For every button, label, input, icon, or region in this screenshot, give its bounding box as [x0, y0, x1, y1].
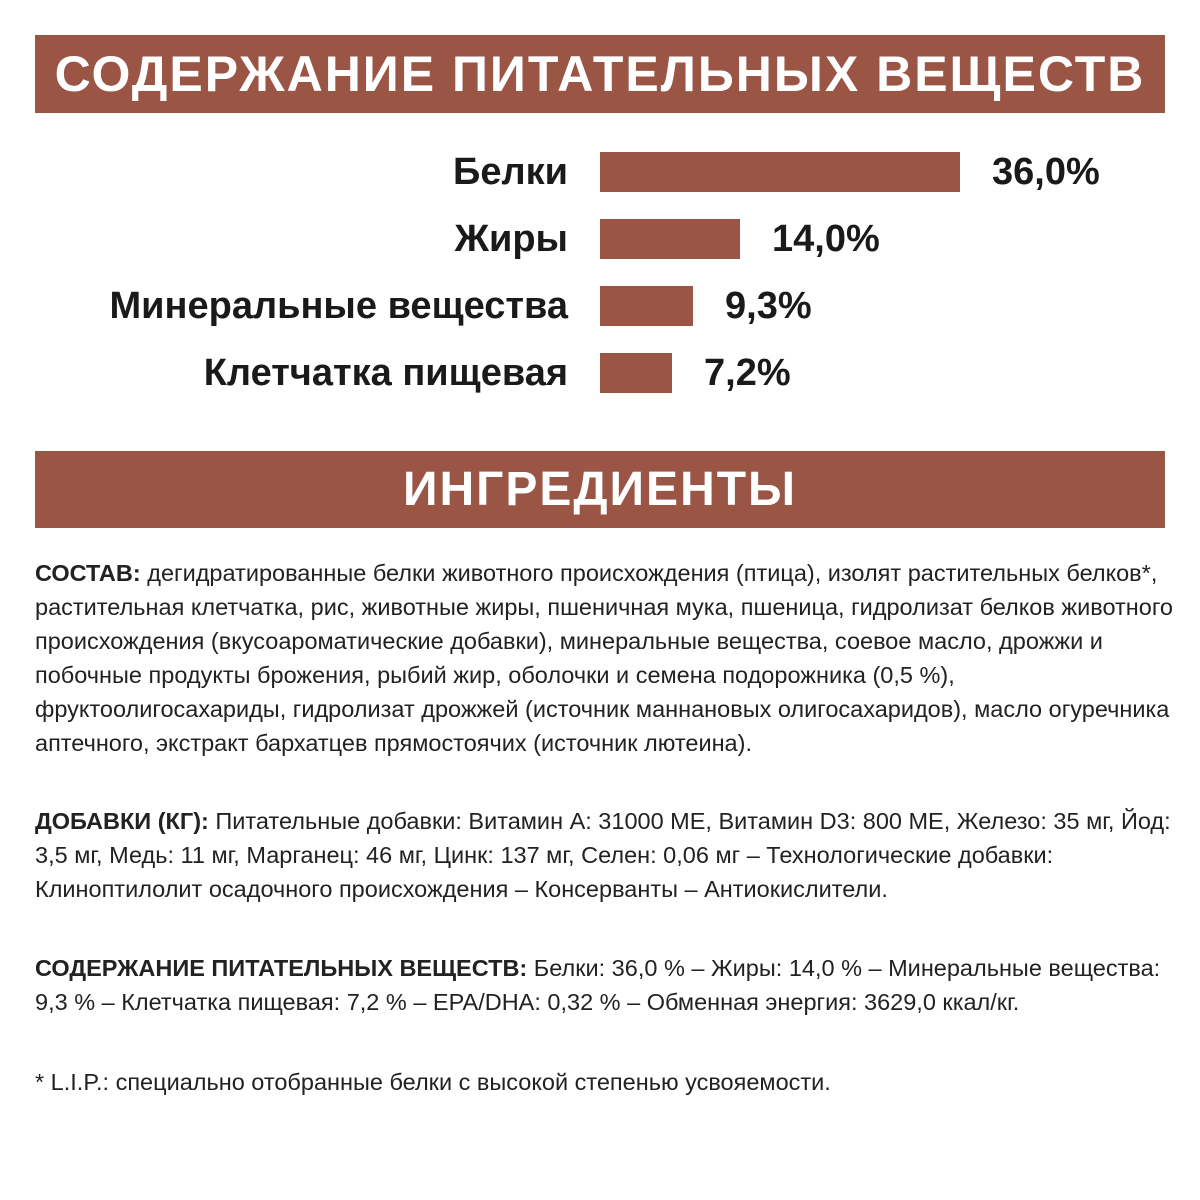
- bar: [600, 152, 960, 192]
- bar: [600, 219, 740, 259]
- value-label: 9,3%: [725, 285, 812, 327]
- nutrient-section-title: СОДЕРЖАНИЕ ПИТАТЕЛЬНЫХ ВЕЩЕСТВ: [35, 35, 1165, 113]
- bar: [600, 353, 672, 393]
- additives-label: ДОБАВКИ (КГ):: [35, 808, 209, 834]
- additives-paragraph: [35, 804, 1175, 906]
- additives-text: Питательные добавки: Витамин A: 31000 МЕ, Витамин D3: 800 МЕ, Железо: 35 мг, Йод: 3,5 мг, Медь: 11 мг, Марганец: 46 мг, Цинк: 137 мг, Селен: 0,06 мг – Технологические добавки: Клиноптилолит осадочного происхождения – Консерванты – Антиокислители.: [35, 808, 1171, 902]
- nutrients-paragraph: [35, 951, 1175, 1019]
- category-label: Клетчатка пищевая: [203, 352, 568, 394]
- value-label: 36,0%: [992, 151, 1100, 193]
- composition-text: дегидратированные белки животного происхождения (птица), изолят растительных белков*, растительная клетчатка, рис, животные жиры, пшеничная мука, пшеница, гидролизат белков животного происхождения (вкусоароматические добавки), минеральные вещества, соевое масло, дрожжи и побочные продукты брожения, рыбий жир, оболочки и семена подорожника (0,5 %), фруктоолигосахариды, гидролизат дрожжей (источник маннановых олигосахаридов), масло огуречника аптечного, экстракт бархатцев прямостоячих (источник лютеина).: [35, 560, 1173, 756]
- value-label: 14,0%: [772, 218, 880, 260]
- value-label: 7,2%: [704, 352, 791, 394]
- category-label: Минеральные вещества: [109, 285, 568, 327]
- nutrient-chart-svg: [0, 140, 1200, 410]
- composition-paragraph: [35, 556, 1175, 760]
- bar: [600, 286, 693, 326]
- category-label: Белки: [453, 151, 568, 193]
- nutrients-text: Белки: 36,0 % – Жиры: 14,0 % – Минеральные вещества: 9,3 % – Клетчатка пищевая: 7,2 % – EPA/DHA: 0,32 % – Обменная энергия: 3629,0 ккал/кг.: [35, 955, 1161, 1015]
- composition-label: СОСТАВ:: [35, 560, 141, 586]
- category-label: Жиры: [454, 218, 568, 260]
- nutrients-label: СОДЕРЖАНИЕ ПИТАТЕЛЬНЫХ ВЕЩЕСТВ:: [35, 955, 528, 981]
- footnote: * L.I.P.: специально отобранные белки с высокой степенью усвояемости.: [35, 1069, 831, 1095]
- ingredients-section-title: ИНГРЕДИЕНТЫ: [35, 451, 1165, 528]
- nutrient-bar-chart: [0, 140, 1200, 410]
